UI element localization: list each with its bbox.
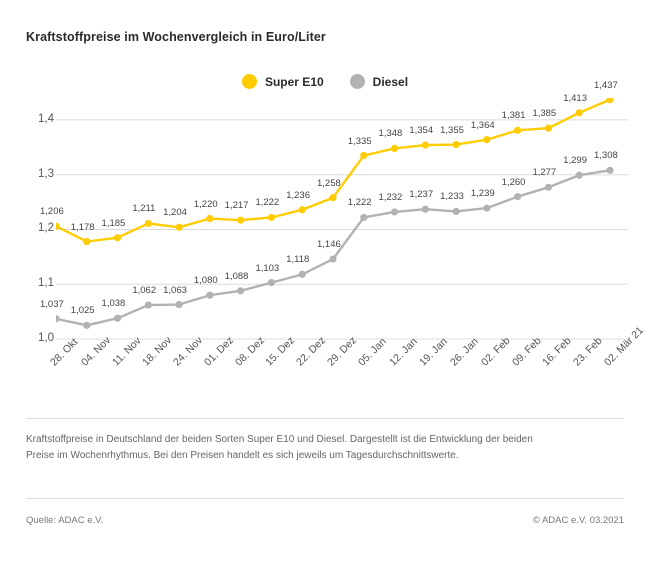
- legend-label-diesel: Diesel: [372, 74, 409, 89]
- y-tick-label: 1,1: [38, 277, 54, 290]
- data-label: 1,258: [317, 177, 341, 189]
- x-tick-label: 16. Feb: [540, 334, 575, 369]
- data-label: 1,335: [347, 135, 372, 147]
- data-point: [329, 255, 336, 262]
- data-point: [453, 208, 460, 215]
- x-tick-label: 28. Okt: [48, 336, 81, 369]
- data-label: 1,437: [594, 79, 618, 91]
- data-point: [114, 234, 121, 241]
- data-point: [422, 206, 429, 213]
- data-point: [576, 172, 583, 179]
- data-point: [329, 194, 336, 201]
- x-tick-label: 11. Nov: [109, 334, 144, 369]
- data-point: [176, 224, 183, 231]
- data-label: 1,385: [532, 108, 557, 120]
- data-label: 1,355: [440, 124, 464, 136]
- legend-label-super-e10: Super E10: [264, 74, 324, 89]
- x-tick-label: 02. Mär 21: [602, 324, 646, 369]
- data-point: [514, 193, 521, 200]
- data-point: [391, 208, 398, 215]
- data-label: 1,062: [132, 285, 157, 297]
- data-label: 1,299: [563, 155, 587, 167]
- chart-canvas: [56, 98, 628, 350]
- data-label: 1,381: [501, 110, 526, 122]
- data-point: [483, 205, 490, 212]
- x-tick-label: 04. Nov: [78, 334, 113, 369]
- page-title: Kraftstoffpreise im Wochenvergleich in Euro/Liter: [26, 30, 326, 44]
- data-label: 1,308: [594, 150, 618, 162]
- data-point: [391, 145, 398, 152]
- x-tick-label: 09. Feb: [509, 334, 544, 369]
- data-label: 1,178: [70, 221, 95, 233]
- data-label: 1,222: [347, 197, 372, 209]
- data-label: 1,354: [409, 125, 434, 137]
- divider-bottom: [26, 498, 624, 499]
- data-label: 1,239: [470, 188, 495, 200]
- data-point: [606, 98, 613, 103]
- data-point: [453, 141, 460, 148]
- x-tick-label: 05. Jan: [355, 335, 389, 369]
- data-label: 1,348: [378, 128, 403, 140]
- data-point: [299, 206, 306, 213]
- data-label: 1,233: [440, 191, 464, 203]
- data-point: [299, 271, 306, 278]
- data-point: [83, 238, 90, 245]
- data-label: 1,088: [224, 270, 249, 282]
- data-label: 1,185: [101, 217, 126, 229]
- data-point: [545, 125, 552, 132]
- data-point: [83, 322, 90, 329]
- y-axis-labels: [20, 90, 54, 358]
- data-label: 1,038: [101, 298, 126, 310]
- data-point: [145, 301, 152, 308]
- data-point: [268, 279, 275, 286]
- x-tick-label: 18. Nov: [140, 334, 175, 369]
- x-tick-label: 02. Feb: [478, 334, 513, 369]
- data-point: [606, 167, 613, 174]
- data-point: [268, 214, 275, 221]
- data-label: 1,211: [132, 203, 156, 215]
- x-tick-label: 12. Jan: [386, 335, 420, 369]
- data-label: 1,237: [409, 189, 434, 201]
- legend-dot-icon: [242, 74, 257, 89]
- data-point: [237, 287, 244, 294]
- divider-top: [26, 418, 624, 419]
- data-label: 1,232: [378, 191, 403, 203]
- legend-item-diesel: [350, 74, 408, 89]
- y-tick-label: 1,0: [38, 332, 54, 345]
- data-label: 1,277: [532, 167, 557, 179]
- data-label: 1,260: [501, 176, 526, 188]
- data-point: [206, 292, 213, 299]
- data-label: 1,063: [163, 284, 187, 296]
- x-tick-label: 19. Jan: [417, 335, 451, 369]
- chart-footnote: Kraftstoffpreise in Deutschland der beiden Sorten Super E10 und Diesel. Dargestellt ist die Entwicklung der beiden Preise im Wochenrhythmus. Bei den Preisen handelt es sich jeweils um Tagesdurchschnittswerte.: [26, 434, 533, 461]
- y-tick-label: 1,2: [38, 222, 54, 235]
- data-label: 1,118: [286, 254, 310, 266]
- x-tick-label: 29. Dez: [325, 334, 360, 369]
- legend-item-super-e10: [242, 74, 324, 89]
- data-label: 1,206: [40, 206, 64, 218]
- x-tick-label: 23. Feb: [571, 334, 605, 369]
- chart-legend: [0, 74, 650, 89]
- y-tick-label: 1,4: [38, 112, 54, 125]
- data-point: [422, 142, 429, 149]
- data-point: [576, 109, 583, 116]
- data-point: [514, 127, 521, 134]
- data-label: 1,103: [255, 262, 280, 274]
- data-label: 1,217: [224, 200, 249, 212]
- data-label: 1,025: [70, 305, 95, 317]
- data-label: 1,236: [286, 189, 310, 201]
- data-point: [56, 315, 60, 322]
- legend-dot-icon: [350, 74, 365, 89]
- copyright-label: © ADAC e.V. 03.2021: [532, 515, 624, 526]
- data-point: [545, 184, 552, 191]
- x-tick-label: 22. Dez: [294, 334, 329, 369]
- series-line-super-e10: [56, 100, 610, 242]
- data-point: [176, 301, 183, 308]
- data-label: 1,222: [255, 197, 280, 209]
- data-label: 1,037: [40, 298, 64, 310]
- data-point: [145, 220, 152, 227]
- x-tick-label: 01. Dez: [201, 334, 236, 369]
- x-tick-label: 24. Nov: [171, 334, 206, 369]
- source-label: Quelle: ADAC e.V.: [26, 515, 104, 526]
- data-point: [360, 152, 367, 159]
- x-tick-label: 15. Dez: [263, 334, 298, 369]
- data-label: 1,146: [317, 239, 341, 251]
- y-tick-label: 1,3: [38, 167, 54, 180]
- data-label: 1,413: [563, 92, 587, 104]
- data-label: 1,080: [193, 275, 218, 287]
- data-point: [114, 315, 121, 322]
- x-tick-label: 26. Jan: [448, 335, 481, 369]
- x-tick-label: 08. Dez: [232, 334, 267, 369]
- data-point: [360, 214, 367, 221]
- plot-area: [56, 98, 628, 350]
- data-label: 1,220: [193, 198, 218, 210]
- data-label: 1,364: [470, 119, 495, 131]
- data-point: [206, 215, 213, 222]
- data-label: 1,204: [163, 207, 187, 219]
- data-point: [483, 136, 490, 143]
- data-point: [237, 217, 244, 224]
